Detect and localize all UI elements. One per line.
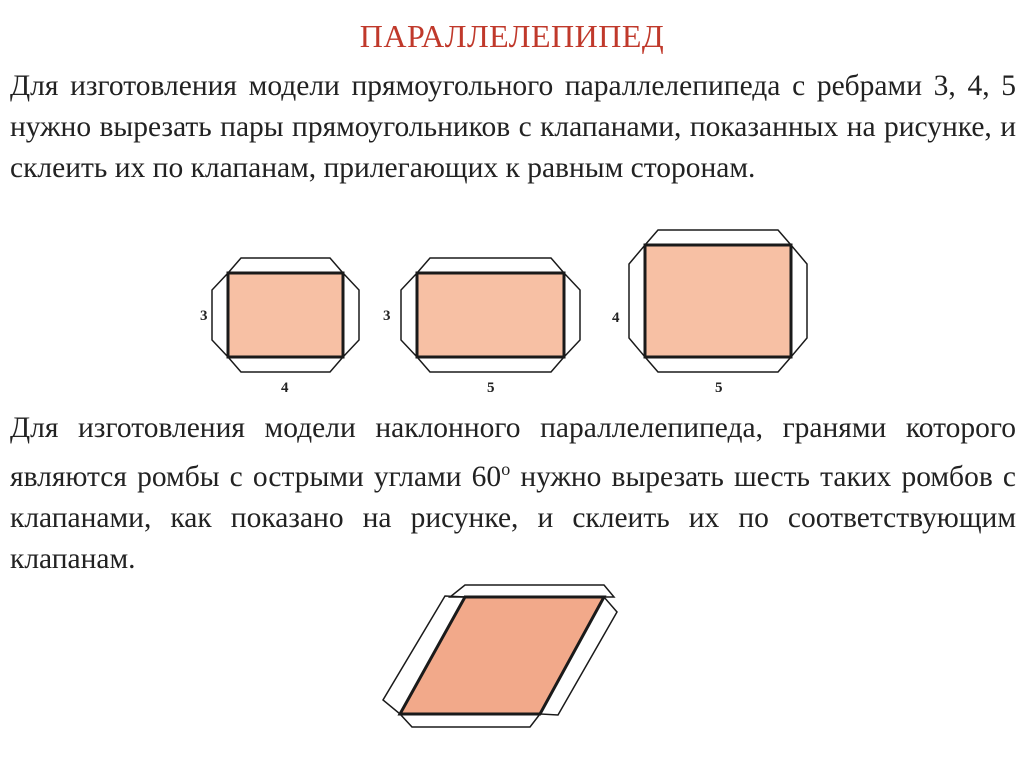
flap-right bbox=[791, 245, 807, 357]
net1-bottom-label: 4 bbox=[281, 380, 289, 396]
net-rhombus bbox=[383, 585, 617, 727]
slide-title: ПАРАЛЛЕЛЕПИПЕД bbox=[359, 18, 665, 54]
net-rect-3x4 bbox=[212, 258, 359, 372]
paragraph-oblique-text-end: нужно вырезать шесть таких ромбов с клапанами, как показано на рисунке, и склеить их по соответствующим клапанам. bbox=[10, 460, 1016, 575]
rhombus-flap-top bbox=[450, 585, 614, 597]
rhombus-face bbox=[400, 597, 604, 714]
flap-top bbox=[645, 230, 791, 245]
face-4x5 bbox=[645, 245, 791, 357]
net2-bottom-label: 5 bbox=[487, 380, 495, 396]
net1-side-label: 3 bbox=[200, 308, 208, 324]
net-rect-3x5 bbox=[401, 258, 580, 372]
net3-side-label: 4 bbox=[612, 310, 620, 326]
flap-left bbox=[401, 273, 417, 357]
net3-bottom-label: 5 bbox=[715, 380, 723, 396]
flap-right bbox=[343, 273, 359, 357]
flap-top bbox=[228, 258, 343, 273]
flap-bottom bbox=[645, 357, 791, 372]
flap-left bbox=[629, 245, 645, 357]
paragraph-oblique-text: Для изготовления модели наклонного параллелепипеда, гранями которого являются ромбы с острыми углами 60 bbox=[10, 412, 1016, 493]
degree-mark: o bbox=[501, 459, 511, 479]
net-rect-4x5 bbox=[629, 230, 807, 372]
flap-bottom bbox=[417, 357, 564, 372]
face-3x5 bbox=[417, 273, 564, 357]
paragraph-rectangular: Для изготовления модели прямоугольного параллелепипеда с ребрами 3, 4, 5 нужно вырезать пары прямоугольников с клапанами, показанных на рисунке, и склеить их по клапанам, прилегающих к равным сторонам. bbox=[10, 70, 1016, 184]
flap-right bbox=[564, 273, 580, 357]
flap-bottom bbox=[228, 357, 343, 372]
net2-side-label: 3 bbox=[383, 308, 391, 324]
flap-top bbox=[417, 258, 564, 273]
flap-left bbox=[212, 273, 228, 357]
face-3x4 bbox=[228, 273, 343, 357]
rhombus-flap-bottom bbox=[400, 714, 540, 727]
